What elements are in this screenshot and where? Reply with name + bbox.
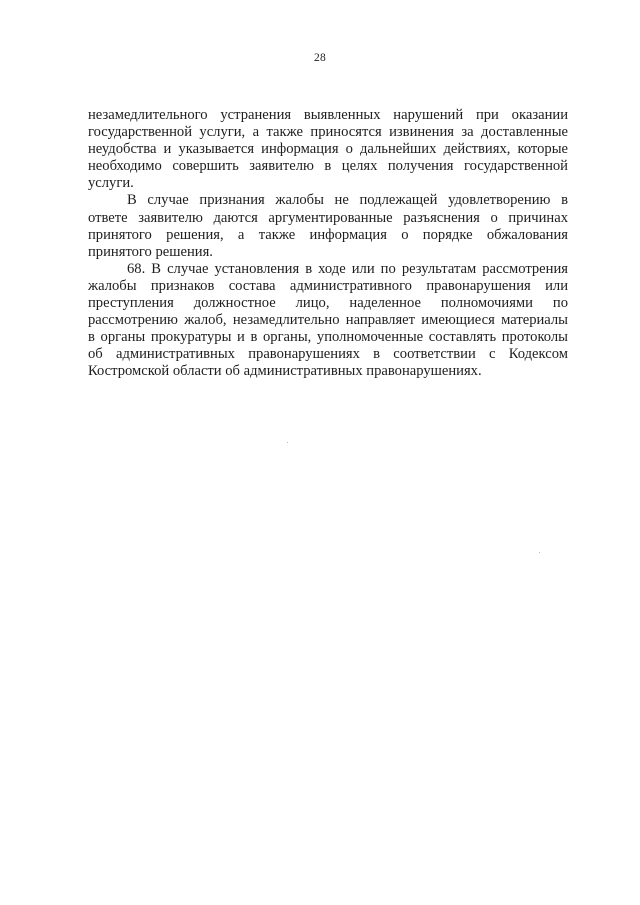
- text-line: об административных правонарушениях в соответствии с Кодексом: [88, 346, 568, 363]
- text-line: принятого решения, а также информация о порядке обжалования: [88, 226, 568, 243]
- text-line: в органы прокуратуры и в органы, уполномоченные составлять протоколы: [88, 329, 568, 346]
- text-line: преступления должностное лицо, наделенное полномочиями по: [88, 295, 568, 312]
- paragraph-start-line: В случае признания жалобы не подлежащей удовлетворению в: [127, 192, 568, 209]
- document-body: [88, 107, 568, 381]
- text-line: принятого решения.: [88, 243, 213, 260]
- text-line: рассмотрению жалоб, незамедлительно направляет имеющиеся материалы: [88, 312, 568, 329]
- text-line: жалобы признаков состава административного правонарушения или: [88, 277, 568, 294]
- text-line: государственной услуги, а также приносятся извинения за доставленные: [88, 124, 568, 141]
- scan-speck: [287, 442, 288, 443]
- scan-speck: [539, 552, 540, 553]
- text-line: неудобства и указывается информация о дальнейших действиях, которые: [88, 141, 568, 158]
- paragraph-start-line: 68. В случае установления в ходе или по результатам рассмотрения: [127, 260, 568, 277]
- page-number: 28: [314, 52, 326, 64]
- text-line: Костромской области об административных правонарушениях.: [88, 363, 482, 380]
- text-line: услуги.: [88, 175, 134, 192]
- text-line: незамедлительного устранения выявленных нарушений при оказании: [88, 107, 568, 123]
- text-line: ответе заявителю даются аргументированные разъяснения о причинах: [88, 209, 568, 226]
- text-line: необходимо совершить заявителю в целях получения государственной: [88, 158, 568, 175]
